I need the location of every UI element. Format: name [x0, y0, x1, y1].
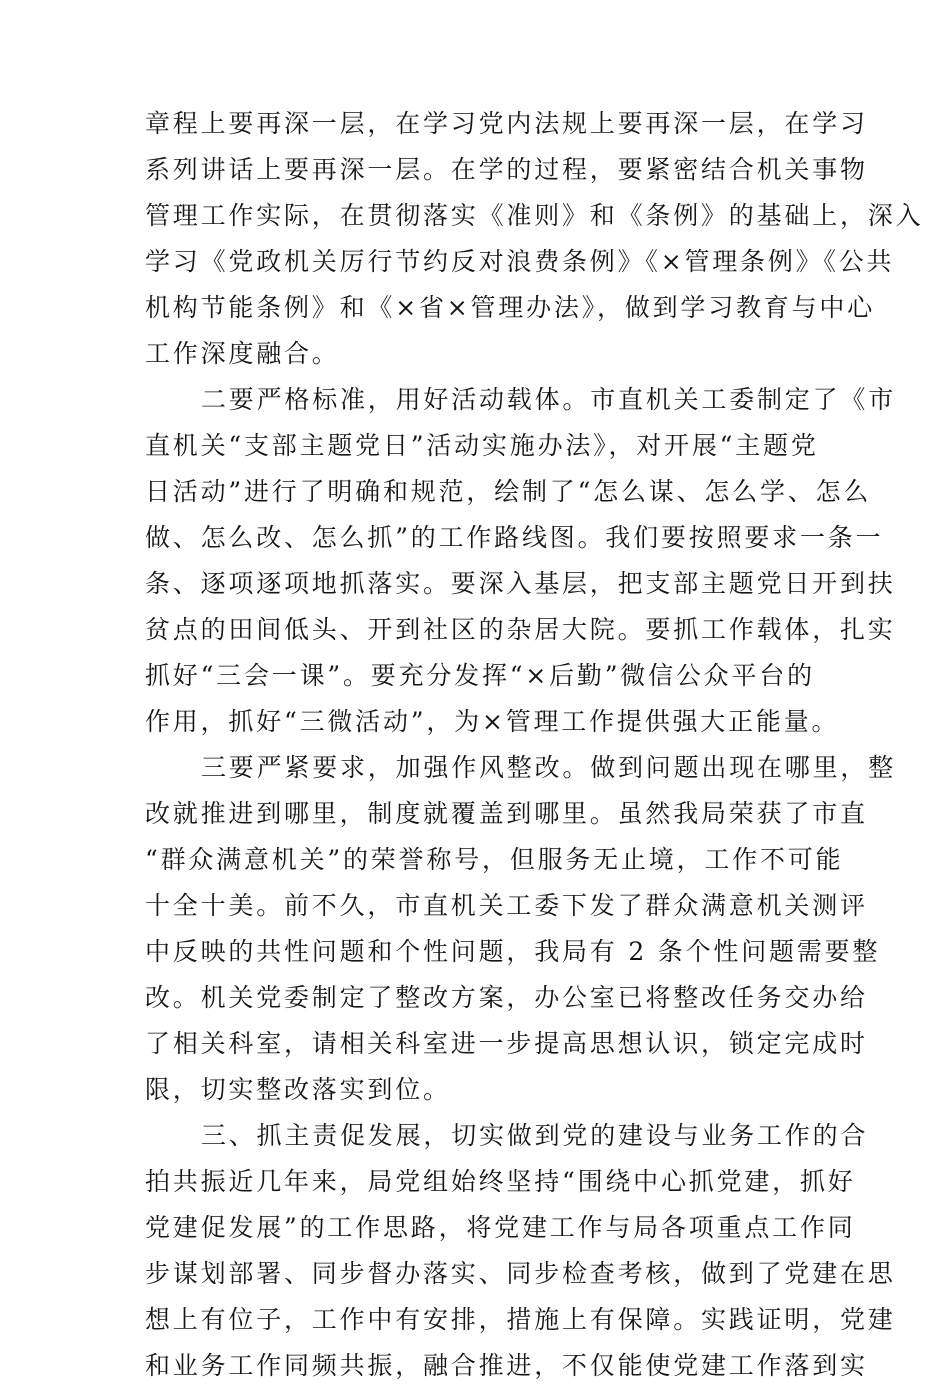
text-line: 改。机关党委制定了整改方案，办公室已将整改任务交办给 — [145, 983, 868, 1012]
text-line: 党建促发展”的工作思路，将党建工作与局各项重点工作同 — [145, 1213, 856, 1242]
paragraph-strict-standards — [145, 377, 897, 745]
text-line: 了相关科室，请相关科室进一步提高思想认识，锁定完成时 — [145, 1029, 868, 1058]
text-line: “群众满意机关”的荣誉称号，但服务无止境，工作不可能 — [145, 845, 844, 874]
document-page — [145, 101, 924, 1389]
text-line: 限，切实整改落实到位。 — [145, 1075, 451, 1104]
text-line: 拍共振近几年来，局党组始终坚持“围绕中心抓党建，抓好 — [145, 1167, 856, 1196]
text-line: 章程上要再深一层，在学习党内法规上要再深一层，在学习 — [145, 109, 868, 138]
text-line: 三、抓主责促发展，切实做到党的建设与业务工作的合 — [201, 1121, 869, 1150]
text-line: 日活动”进行了明确和规范，绘制了“怎么谋、怎么学、怎么 — [145, 477, 872, 506]
text-line: 作用，抓好“三微活动”，为×管理工作提供强大正能量。 — [145, 707, 840, 736]
text-line: 和业务工作同频共振，融合推进，不仅能使党建工作落到实 — [145, 1351, 868, 1380]
text-line: 二要严格标准，用好活动载体。市直机关工委制定了《市 — [201, 385, 897, 414]
text-line: 十全十美。前不久，市直机关工委下发了群众满意机关测评 — [145, 891, 868, 920]
text-line: 想上有位子，工作中有安排，措施上有保障。实践证明，党建 — [145, 1305, 896, 1334]
text-line: 做、怎么改、怎么抓”的工作路线图。我们要按照要求一条一 — [145, 523, 884, 552]
text-line: 条、逐项逐项地抓落实。要深入基层，把支部主题党日开到扶 — [145, 569, 896, 598]
text-line: 中反映的共性问题和个性问题，我局有 2 条个性问题需要整 — [145, 937, 881, 966]
text-line: 直机关“支部主题党日”活动实施办法》，对开展“主题党 — [145, 431, 819, 460]
paragraph-section-three — [145, 1113, 896, 1389]
text-line: 机构节能条例》和《×省×管理办法》，做到学习教育与中心 — [145, 293, 875, 322]
text-line: 贫点的田间低头、开到社区的杂居大院。要抓工作载体，扎实 — [145, 615, 896, 644]
paragraph-continuation — [145, 101, 924, 377]
text-line: 工作深度融合。 — [145, 339, 340, 368]
paragraph-style-rectification — [145, 745, 897, 1113]
text-line: 步谋划部署、同步督办落实、同步检查考核，做到了党建在思 — [145, 1259, 896, 1288]
text-line: 三要严紧要求，加强作风整改。做到问题出现在哪里，整 — [201, 753, 897, 782]
text-line: 改就推进到哪里，制度就覆盖到哪里。虽然我局荣获了市直 — [145, 799, 868, 828]
text-line: 学习《党政机关厉行节约反对浪费条例》《×管理条例》《公共 — [145, 247, 895, 276]
text-line: 抓好“三会一课”。要充分发挥“×后勤”微信公众平台的 — [145, 661, 815, 690]
text-line: 系列讲话上要再深一层。在学的过程，要紧密结合机关事物 — [145, 155, 868, 184]
text-line: 管理工作实际，在贯彻落实《准则》和《条例》的基础上，深入 — [145, 201, 924, 230]
